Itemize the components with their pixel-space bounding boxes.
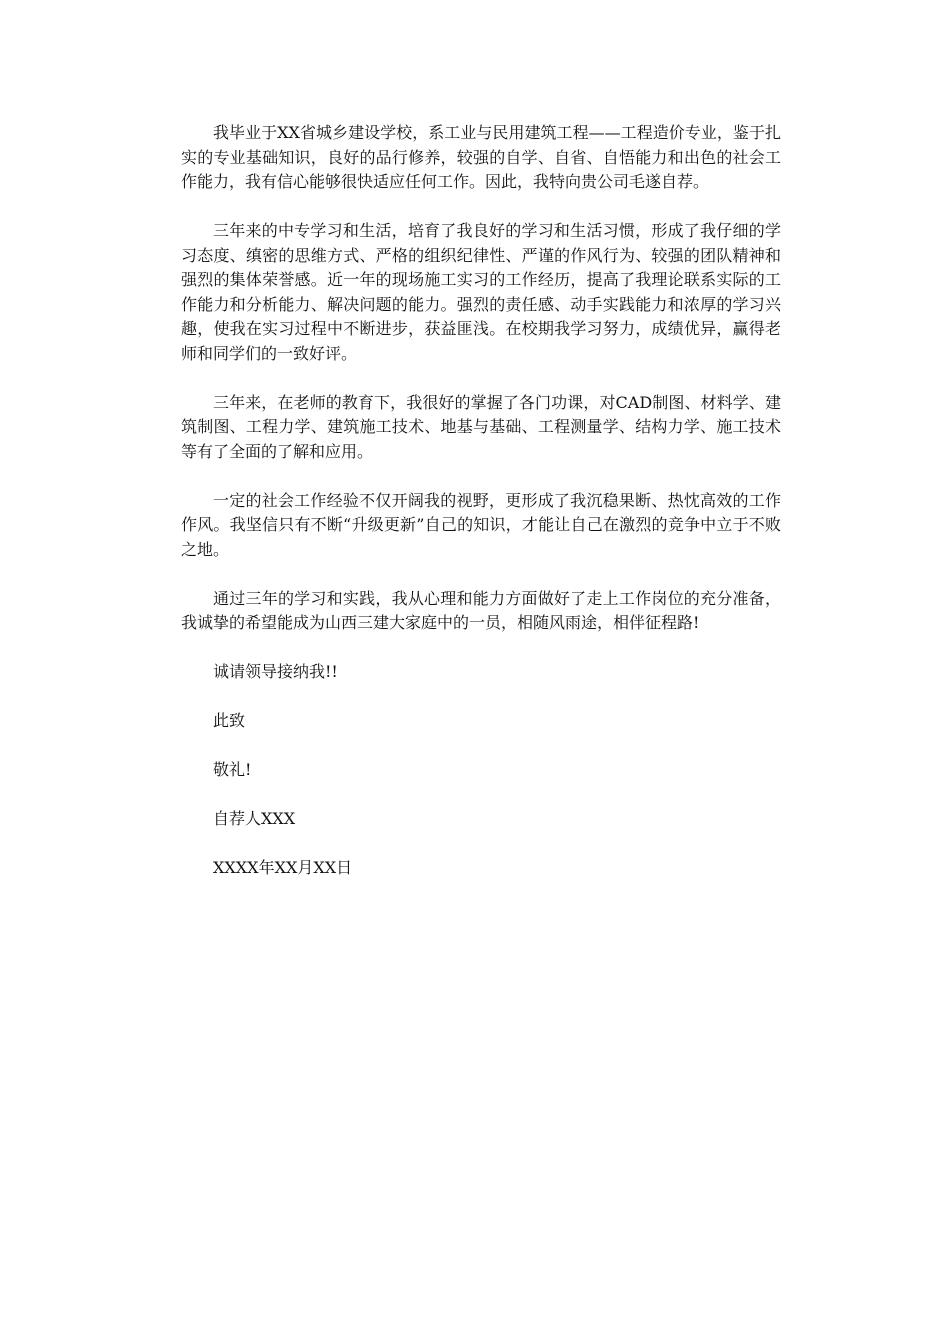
- letter-body: [181, 121, 781, 905]
- paragraph-study-life: 三年来的中专学习和生活，培育了我良好的学习和生活习惯，形成了我仔细的学习态度、缜密的思维方式、严格的组织纪律性、严谨的作风行为、较强的团队精神和强烈的集体荣誉感。近一年的现场施工实习的工作经历，提高了我理论联系实际的工作能力和分析能力、解决问题的能力。强烈的责任感、动手实践能力和浓厚的学习兴趣，使我在实习过程中不断进步，获益匪浅。在校期我学习努力，成绩优异，赢得老师和同学们的一致好评。: [181, 221, 781, 363]
- closing-regards: 敬礼!: [213, 760, 252, 779]
- date: XXXX年XX月XX日: [213, 858, 353, 877]
- signature: 自荐人XXX: [213, 809, 296, 828]
- closing-request: 诚请领导接纳我!!: [213, 662, 338, 681]
- paragraph-aspiration: 通过三年的学习和实践，我从心理和能力方面做好了走上工作岗位的充分准备，我诚挚的希望能成为山西三建大家庭中的一员，相随风雨途，相伴征程路!: [181, 588, 781, 632]
- closing-salutation: 此致: [213, 711, 246, 730]
- paragraph-courses: 三年来，在老师的教育下，我很好的掌握了各门功课，对CAD制图、材料学、建筑制图、工程力学、建筑施工技术、地基与基础、工程测量学、结构力学、施工技术等有了全面的了解和应用。: [181, 392, 781, 461]
- paragraph-introduction: 我毕业于XX省城乡建设学校，系工业与民用建筑工程——工程造价专业，鉴于扎实的专业基础知识，良好的品行修养，较强的自学、自省、自悟能力和出色的社会工作能力，我有信心能够很快适应任何工作。因此，我特向贵公司毛遂自荐。: [181, 123, 781, 191]
- paragraph-work-experience: 一定的社会工作经验不仅开阔我的视野，更形成了我沉稳果断、热忱高效的工作作风。我坚信只有不断“升级更新”自己的知识，才能让自己在激烈的竞争中立于不败之地。: [181, 490, 781, 559]
